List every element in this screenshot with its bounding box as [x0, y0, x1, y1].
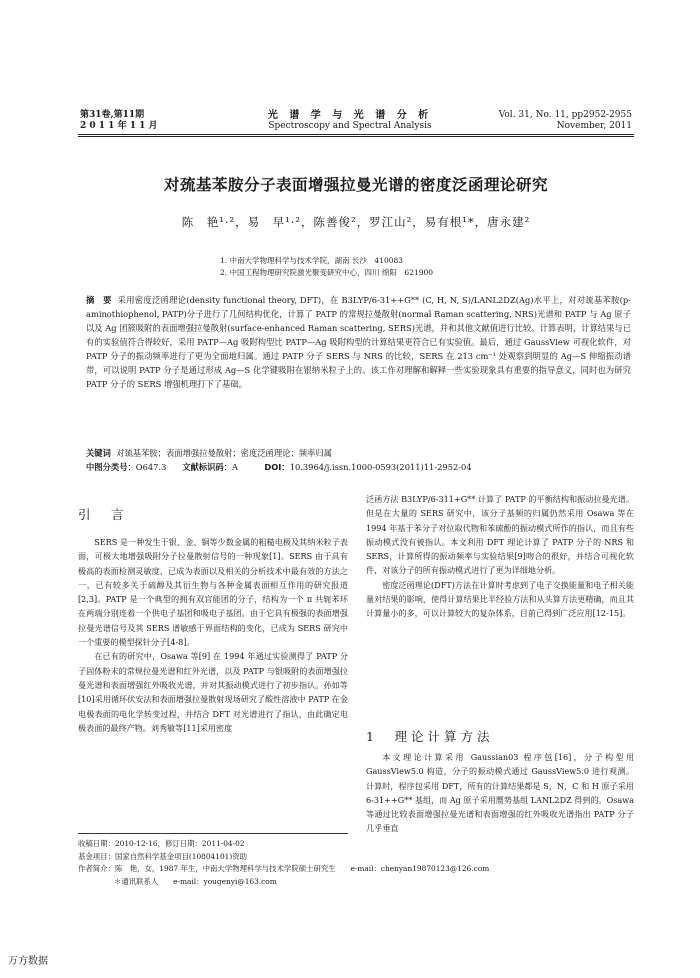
keywords-text: 对巯基苯胺；表面增强拉曼散射；密度泛函理论；频率归属 [116, 448, 332, 458]
volume-cn: 第31卷,第11期 [80, 110, 145, 120]
volume-en: Vol. 31, No. 11, pp2952-2955 [498, 110, 632, 120]
date-cn: 2 0 1 1 年 1 1 月 [80, 121, 158, 131]
classification [86, 461, 631, 474]
authors: 陈 艳¹·²，易 早¹·²，陈善俊²，罗江山²，易有根¹*，唐永建² [181, 215, 531, 229]
method-heading: 1 理论计算方法 [366, 729, 494, 744]
abstract [86, 293, 631, 391]
doc-value: A [231, 462, 238, 472]
volume-info [80, 110, 200, 132]
footnotes [78, 838, 634, 888]
keywords [86, 447, 631, 460]
abstract-label: 摘 要 [86, 295, 112, 305]
abstract-text: 采用密度泛函理论(density functional theory, DFT)，在 B3LYP/6-31++G** (C, H, N, S)/LANL2DZ(Ag)水平上，对对巯基苯胺(p-aminothiophenol, PATP)分子进行了几何结构优化，计算了 PATP 的常规拉曼散射(normal Raman scattering, NRS)光谱和 PATP 与 Ag 原子以及 Ag 团簇吸附的表面增强拉曼散射(surface-enhanced Raman scattering, SERS)光谱，并和其他文献值进行比较。计算表明，计算结果与已有的实验值符合得较好，采用 PATP—Ag 吸附构型比 PATP—Ag 吸附构型的计算结果更符合已有实验值。最后，通过 GaussView 可视化软件，对 PATP 分子的振动频率进行了更为全面地归属。通过 PATP 分子 SERS 与 NRS 的比较，SERS 在 213 cm⁻¹ 处观察到明显的 Ag—S 伸缩振动谱带，可以说明 PATP 分子是通过形成 Ag—S 化学键吸附在银纳米粒子上的。该工作对理解和解释一些实验现象具有重要的指导意义，同时也为研究 PATP 分子的 SERS 增强机理打下了基础。 [86, 295, 631, 389]
method-heading-wrap [366, 727, 634, 745]
journal-en: Spectroscopy and Spectral Analysis [268, 121, 432, 131]
method-body [366, 750, 634, 836]
intro-paragraph-1: SERS 是一种发生于银、金、铜等少数金属的粗糙电极及其纳米粒子表面，可极大地增强吸附分子拉曼散射信号的一种现象[1]。SERS 由于具有极高的表面检测灵敏度，已成为表面以及相关的分析技术中最有效的方法之一，已有较多关于硫醇及其衍生物与各种金属表面相互作用的研究报道[2,3]。PATP 是一个典型的拥有双官能团的分子，结构为一个 π 共轭苯环在两端分别连着一个供电子基团和吸电子基团。由于它具有极强的表面增强拉曼光谱信号及其 SERS 谱敏感于界面结构的变化，已成为 SERS 研究中一个重要的模型探针分子[4-8]。 [78, 537, 348, 648]
footnote-fund: 基金项目：国家自然科学基金项目(10804101)资助 [78, 851, 248, 861]
paper-title: 对巯基苯胺分子表面增强拉曼光谱的密度泛函理论研究 [163, 176, 548, 194]
right-paragraph-2: 密度泛函理论(DFT)方法在计算时考虑到了电子交换能量和电子相关能量对结果的影响，使得计算结果比半经验方法和从头算方法更精确，而且其计算量小的多，可以计算较大的复杂体系，目前已得到广泛应用[12-15]。 [366, 579, 634, 619]
method-paragraph: 本文理论计算采用 Gaussian03 程序包[16]，分子构型用 GaussView5.0 构造，分子的振动模式通过 GaussView5.0 进行观测。计算时，程序包采用 DFT，所有的计算结果都是 S，N，C 和 H 原子采用 6-31++G** 基组，而 Ag 原子采用赝势基组 LANL2DZ 得到的。Osawa 等通过比较表面增强拉曼光谱和表面增强的红外吸收光谱指出 PATP 分子几乎垂直 [366, 752, 635, 834]
right-column-top [366, 492, 634, 621]
keywords-label: 关键词 [86, 448, 111, 458]
intro-paragraph-2: 在已有的研究中，Osawa 等[9] 在 1994 年通过实验测得了 PATP 分子固体粉末的常规拉曼光谱和红外光谱，以及 PATP 与银吸附的表面增强拉曼光谱和表面增强红外吸收光谱，并对其振动模式进行了初步指认。孙如等[10]采用循环伏安法和表面增强拉曼散射现场研究了酸性溶液中 PATP 在金电极表面的电化学转变过程，并结合 DFT 对光谱进行了指认，由此确定电极表面的最终产物。刘秀敏等[11]采用密度 [78, 651, 348, 733]
journal-cn: 光 谱 学 与 光 谱 分 析 [267, 110, 433, 121]
header-rule-2 [78, 136, 634, 137]
footnote-rule [78, 833, 348, 834]
volume-info-en [470, 110, 632, 132]
journal-name [200, 110, 500, 132]
clc-value: O647.3 [135, 462, 167, 472]
intro-body [78, 535, 348, 735]
affiliation-2: 2. 中国工程物理研究院激光聚变研究中心，四川 绵阳 621900 [220, 268, 434, 277]
right-paragraph-1: 泛函方法 B3LYP/6-311+G** 计算了 PATP 的平衡结构和振动拉曼光谱。但是在大量的 SERS 研究中，该分子基频的归属仍然采用 Osawa 等在 1994 年基于苯分子对位取代物和苯硫酚的振动模式所作的指认，而且有些振动模式没有被指认。本文利用 DFT 理论计算了 PATP 分子的 NRS 和 SERS，计算所得的振动频率与实验结果[9]吻合的很好，并结合可视化软件，对该分子的所有振动模式进行了更为详细地分析。 [366, 494, 634, 576]
doi-value: 10.3964/j.issn.1000-0593(2011)11-2952-04 [289, 462, 472, 472]
footnote-author: 作者简介：陈 艳，女，1987 年生，中南大学物理科学与技术学院硕士研究生 e-mail：chenyan19870123@126.com [78, 864, 490, 873]
header-rule [78, 134, 634, 135]
affiliation-1: 1. 中南大学物理科学与技术学院，湖南 长沙 410083 [220, 256, 404, 265]
doc-label: 文献标识码： [182, 462, 232, 472]
doi-label: DOI： [264, 462, 290, 472]
footnote-received: 收稿日期：2010-12-16，修订日期：2011-04-02 [78, 839, 245, 848]
footnote-contact: ＊通讯联系人 e-mail：yougenyi@163.com [114, 876, 277, 886]
clc-label: 中图分类号： [86, 462, 136, 472]
watermark-footer: 万方数据 [8, 956, 48, 967]
intro-heading: 引 言 [78, 507, 128, 522]
date-en: November, 2011 [556, 121, 632, 131]
intro-heading-wrap [78, 505, 348, 523]
